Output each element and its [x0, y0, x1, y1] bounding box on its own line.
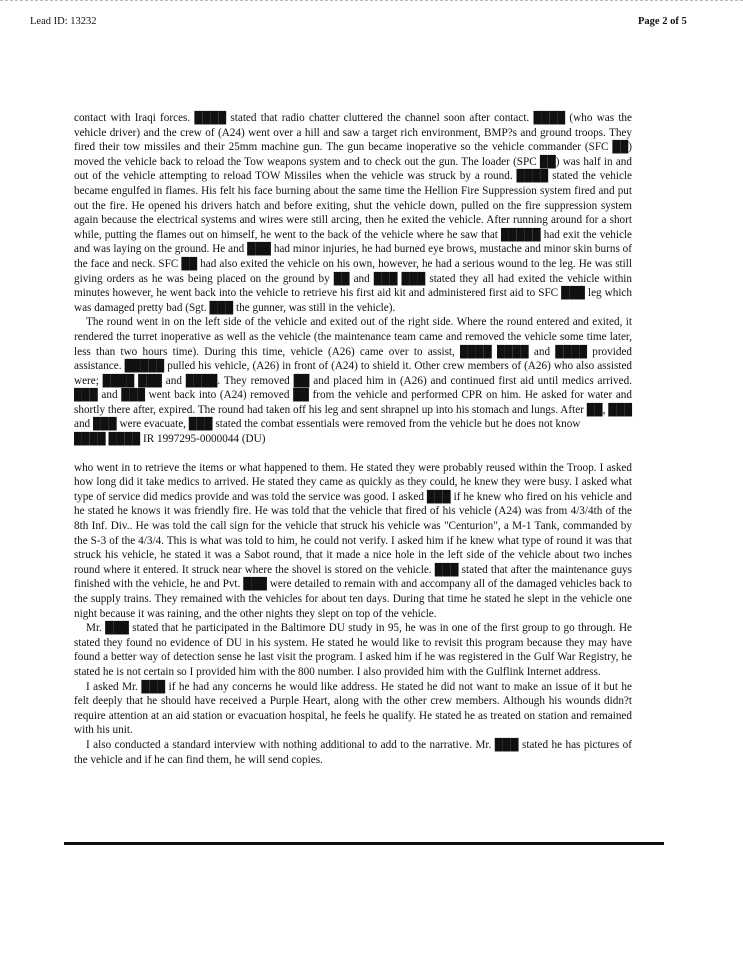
footer-rule	[64, 842, 664, 845]
scan-top-edge	[0, 0, 743, 4]
paragraph-1: contact with Iraqi forces. ████ stated that radio chatter cluttered the channel soon after contact. ████ (who was the vehicle driver) and the crew of (A24) went over a hill and saw a target rich environment, BMP?s and ground troops. They fired their tow missiles and their 25mm machine gun. The gun became inoperative so the vehicle commander (SFC ██) moved the vehicle back to reload the Tow weapons system and to check out the gun. The loader (SPC ██) was half in and out of the vehicle attempting to reload TOW Missiles when the vehicle was struck by a round. ████ stated the vehicle became engulfed in flames. His felt his face burning about the same time the Hellion Fire Suppression system fired and put out the fire. He opened his drivers hatch and before exiting, shut the vehicle down, pulled on the fire suppression system again because the electrical systems and wires were still arcing, then he exited the vehicle. After running around for a short while, putting the flames out on himself, he went to the back of the vehicle where he saw that █████ had exit the vehicle and was laying on the ground. He and ███ had minor injuries, he had burned eye brows, mustache and minor skin burns of the face and neck. SFC ██ had also exited the vehicle on his own, however, he had a serious wound to the leg. He was still giving orders as he was being placed on the ground by ██ and ███ ███ stated they all had exited the vehicle within minutes however, he went back into the vehicle to retrieve his first aid kit and administered first aid to SFC ███ leg which was damaged pretty bad (Sgt. ███ the gunner, was still in the vehicle).	[74, 112, 632, 314]
page-number: Page 2 of 5	[638, 16, 687, 27]
paragraph-5: I asked Mr. ███ if he had any concerns he would like address. He stated he did not want to make an issue of it but he felt deeply that he should have received a Purple Heart, along with the other crew members. Although his wounds didn?t require attention at an aid station or evacuation hospital, he feels he qualify. He stated he as treated on station and remained with his unit.	[74, 680, 632, 737]
paragraph-4: Mr. ███ stated that he participated in the Baltimore DU study in 95, he was in one of the first group to go through. He stated they found no evidence of DU in his system. He stated he would like to revisit this program because they may have found a better way of detection sense he last visit the program. I asked him if he was registered in the Gulf War Registry, he stated he is not certain so I provided him with the 800 number. I also provided him with the Gulflink Internet address.	[74, 622, 632, 678]
paragraph-3: who went in to retrieve the items or what happened to them. He stated they were probably reused within the Troop. I asked how long did it take medics to arrived. He stated they came as quickly as they could, he knew they were busy. I asked what type of service did medics provide and was told the service was good. I asked ███ if he knew who fired on his vehicle and he stated he knows it was friendly fire. He was told that the vehicle that fired of his vehicle (A24) was from 4/3/4th of the 8th Inf. Div.. He was told the call sign for the vehicle that struck his vehicle was "Centurion", a M-1 Tank, commanded by the S-3 of the 4/3/4. This is what was told to him, he could not verify. I asked him if he knew what type of round it was that struck his vehicle, he stated it was a Sabot round, that it made a nice hole in the left side of the vehicle about two inches round where it entered. It struck near where the shovel is stored on the vehicle. ███ stated that after the maintenance guys finished with the vehicle, he and Pvt. ███ were detailed to remain with and accompany all of the damaged vehicles back to the supply trains. They remained with the vehicles for about ten days. During that time he stated he slept in the vehicle one night because it was raining, and the other nights they slept on top of the vehicle.	[74, 461, 632, 620]
page-break-gap	[74, 447, 632, 461]
ir-reference: ████ ████ IR 1997295-0000044 (DU)	[74, 433, 266, 446]
paragraph-2: The round went in on the left side of the vehicle and exited out of the right side. Where the round entered and exited, it rendered the turret inoperative as well as the vehicle (the maintenance team came and removed the vehicle some time later, less than two hours time). During this time, vehicle (A26) came over to assist, ████ ████ and ████ provided assistance. █████ pulled his vehicle, (A26) in front of (A24) to shield it. Other crew members of (A26) who also assisted were; ████ ███ and ████. They removed ██ and placed him in (A26) and continued first aid until medics arrived. ███ and ███ went back into (A24) removed ██ from the vehicle and performed CPR on him. He asked for water and shortly there after, expired. The round had taken off his leg and sent shrapnel up into his stomach and lungs. After ██, ███ and ███ were evacuate, ███ stated the combat essentials were removed from the vehicle but he does not know	[74, 316, 632, 431]
paragraph-6: I also conducted a standard interview with nothing additional to add to the narrative. Mr. ███ stated he has pictures of the vehicle and if he can find them, he will send copies.	[74, 738, 632, 766]
narrative-body	[74, 111, 632, 767]
lead-id: Lead ID: 13232	[30, 16, 97, 27]
